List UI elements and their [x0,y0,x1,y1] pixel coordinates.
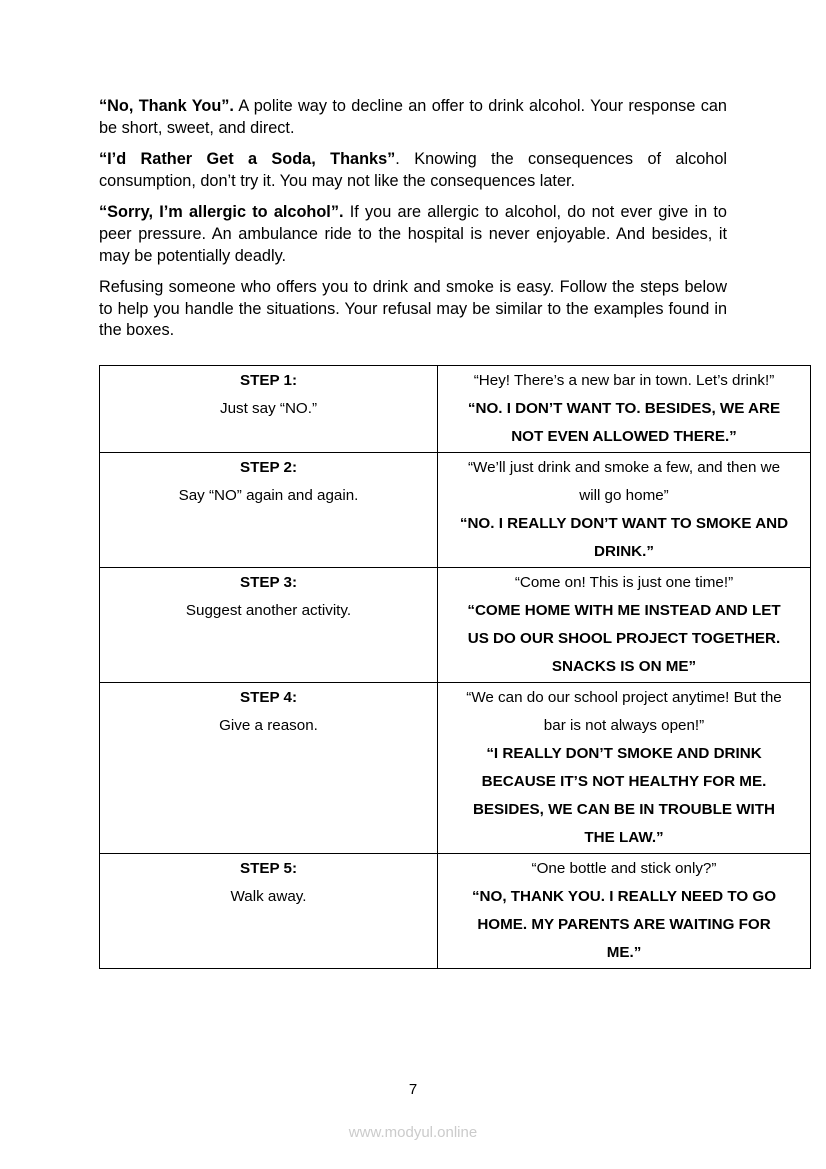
example-cell [438,567,811,682]
paragraph-text: Refusing someone who offers you to drink and smoke is easy. Follow the steps below to help you handle the situations. Your refusal may be similar to the examples found in the boxes. [99,278,727,340]
refusal-line: “I REALLY DON’T SMOKE AND DRINK BECAUSE IT’S NOT HEALTHY FOR ME. BESIDES, WE CAN BE IN TROUBLE WITH THE LAW.” [472,744,776,846]
refusal-line: “COME HOME WITH ME INSTEAD AND LET US DO OUR SHOOL PROJECT TOGETHER. SNACKS IS ON ME” [467,601,781,675]
paragraph-lead: “I’d Rather Get a Soda, Thanks” [99,150,396,169]
table-row-step-4 [100,682,811,853]
paragraph-allergic-to-alcohol [99,202,727,267]
example-cell [438,682,811,853]
example-cell [438,853,811,968]
offer-line: “We can do our school project anytime! But the bar is not always open!” [466,688,782,734]
paragraph-text: . Knowing the consequences of alcohol consumption, don’t try it. You may not like the consequences later. [99,150,727,190]
offer-line: “One bottle and stick only?” [531,859,717,877]
table-row-step-1 [100,365,811,452]
step-cell [100,452,438,567]
table-row-step-3 [100,567,811,682]
refusal-line: “NO, THANK YOU. I REALLY NEED TO GO HOME. MY PARENTS ARE WAITING FOR ME.” [471,887,777,961]
step-cell [100,682,438,853]
step-instruction: Give a reason. [219,716,318,734]
paragraph-text: A polite way to decline an offer to drink alcohol. Your response can be short, sweet, and direct. [99,97,727,137]
paragraph-rather-get-soda [99,149,727,192]
paragraph-text: If you are allergic to alcohol, do not ever give in to peer pressure. An ambulance ride to the hospital is never enjoyable. And besides, it may be potentially deadly. [99,203,727,265]
step-title: STEP 2: [239,458,298,476]
table-row-step-5 [100,853,811,968]
page-number: 7 [408,1081,418,1098]
paragraph-refusing-intro [99,277,727,342]
step-instruction: Say “NO” again and again. [178,486,359,504]
step-cell [100,567,438,682]
step-cell [100,853,438,968]
table-row-step-2 [100,452,811,567]
step-title: STEP 3: [239,573,298,591]
paragraph-no-thank-you [99,96,727,139]
example-cell [438,365,811,452]
refusal-steps-table-body [100,365,811,968]
step-instruction: Just say “NO.” [219,399,318,417]
step-title: STEP 1: [239,371,298,389]
offer-line: “Come on! This is just one time!” [514,573,734,591]
page-content [99,96,789,969]
refusal-line: “NO. I REALLY DON’T WANT TO SMOKE AND DRINK.” [459,514,789,560]
paragraph-lead: “No, Thank You”. [99,97,234,115]
step-title: STEP 5: [239,859,298,877]
step-cell [100,365,438,452]
step-title: STEP 4: [239,688,298,706]
step-instruction: Suggest another activity. [185,601,352,619]
offer-line: “We’ll just drink and smoke a few, and then we will go home” [467,458,781,504]
step-instruction: Walk away. [230,887,307,905]
example-cell [438,452,811,567]
offer-line: “Hey! There’s a new bar in town. Let’s drink!” [473,371,775,389]
watermark: www.modyul.online [348,1124,478,1141]
paragraph-lead: “Sorry, I’m allergic to alcohol”. [99,203,344,222]
refusal-line: “NO. I DON’T WANT TO. BESIDES, WE ARE NOT EVEN ALLOWED THERE.” [467,399,781,445]
refusal-steps-table [99,365,811,969]
